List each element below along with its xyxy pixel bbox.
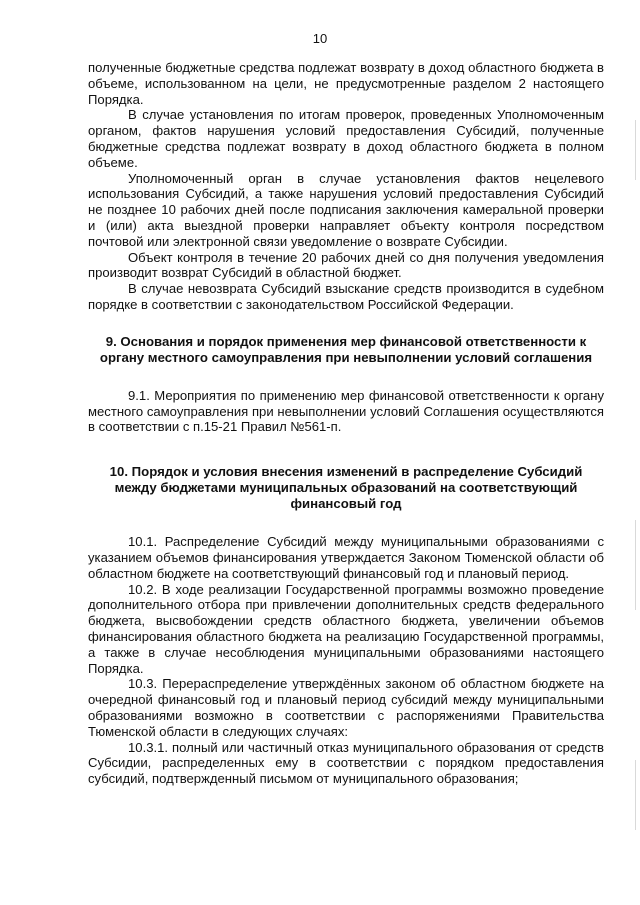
paragraph-10-1: 10.1. Распределение Субсидий между муниципальными образованиями с указанием объемов финансирования утверждается Законом Тюменской области об областном бюджете на соответствующий финансовый год и плановый период. (88, 534, 604, 581)
section-10-heading: 10. Порядок и условия внесения изменений в распределение Субсидий между бюджетами муниципальных образований на соответствующий финансовый год (109, 464, 583, 512)
paragraph-return-violations: В случае установления по итогам проверок, проведенных Уполномоченным органом, фактов нарушения условий предоставления Субсидий, полученные бюджетные средства подлежат возврату в доход областного бюджета в полном объеме. (88, 107, 604, 170)
paragraph-notification: Уполномоченный орган в случае установления фактов нецелевого использования Субсидий, а также нарушения условий предоставления Субсидий не позднее 10 рабочих дней после подписания заключения камеральной проверки и (или) акта выездной проверки направляет объекту контроля посредством почтовой или электронной связи уведомление о возврате Субсидии. (88, 170, 604, 249)
scan-edge-mark (635, 120, 636, 180)
scan-edge-mark (635, 520, 636, 610)
paragraph-10-2: 10.2. В ходе реализации Государственной программы возможно проведение дополнительного отбора при привлечении дополнительных средств федерального бюджета, высвобождении средств областного бюджета, увеличении объемов финансирования областного бюджета на реализацию Государственной программы, а также в случае несоблюдения муниципальными образованиями настоящего Порядка. (88, 581, 604, 676)
scan-edge-mark (635, 760, 636, 830)
paragraph-9-1: 9.1. Мероприятия по применению мер финансовой ответственности к органу местного самоуправления при невыполнении условий Соглашения осуществляются в соответствии с п.15-21 Правил №561-п. (88, 387, 604, 435)
page-number: 10 (312, 31, 328, 46)
paragraph-return-misuse: полученные бюджетные средства подлежат возврату в доход областного бюджета в объеме, использованном на цели, не предусмотренные разделом 2 настоящего Порядка. (88, 60, 604, 107)
paragraph-refund-deadline: Объект контроля в течение 20 рабочих дней со дня получения уведомления производит возврат Субсидий в областной бюджет. (88, 249, 604, 281)
paragraph-10-3: 10.3. Перераспределение утверждённых законом об областном бюджете на очередной финансовый год и плановый период субсидий между муниципальными образованиями возможно в соответствии с распоряжениями Правительства Тюменской области в следующих случаях: (88, 676, 604, 739)
section-9-heading: 9. Основания и порядок применения мер финансовой ответственности к органу местного самоуправления при невыполнении условий соглашения (99, 333, 593, 365)
paragraph-10-3-1: 10.3.1. полный или частичный отказ муниципального образования от средств Субсидии, распределенных ему в соответствии с порядком предоставления субсидий, подтвержденный письмом от муниципального образования; (88, 739, 604, 787)
document-body (88, 60, 604, 787)
paragraph-judicial-recovery: В случае невозврата Субсидий взыскание средств производится в судебном порядке в соответствии с законодательством Российской Федерации. (88, 281, 604, 312)
